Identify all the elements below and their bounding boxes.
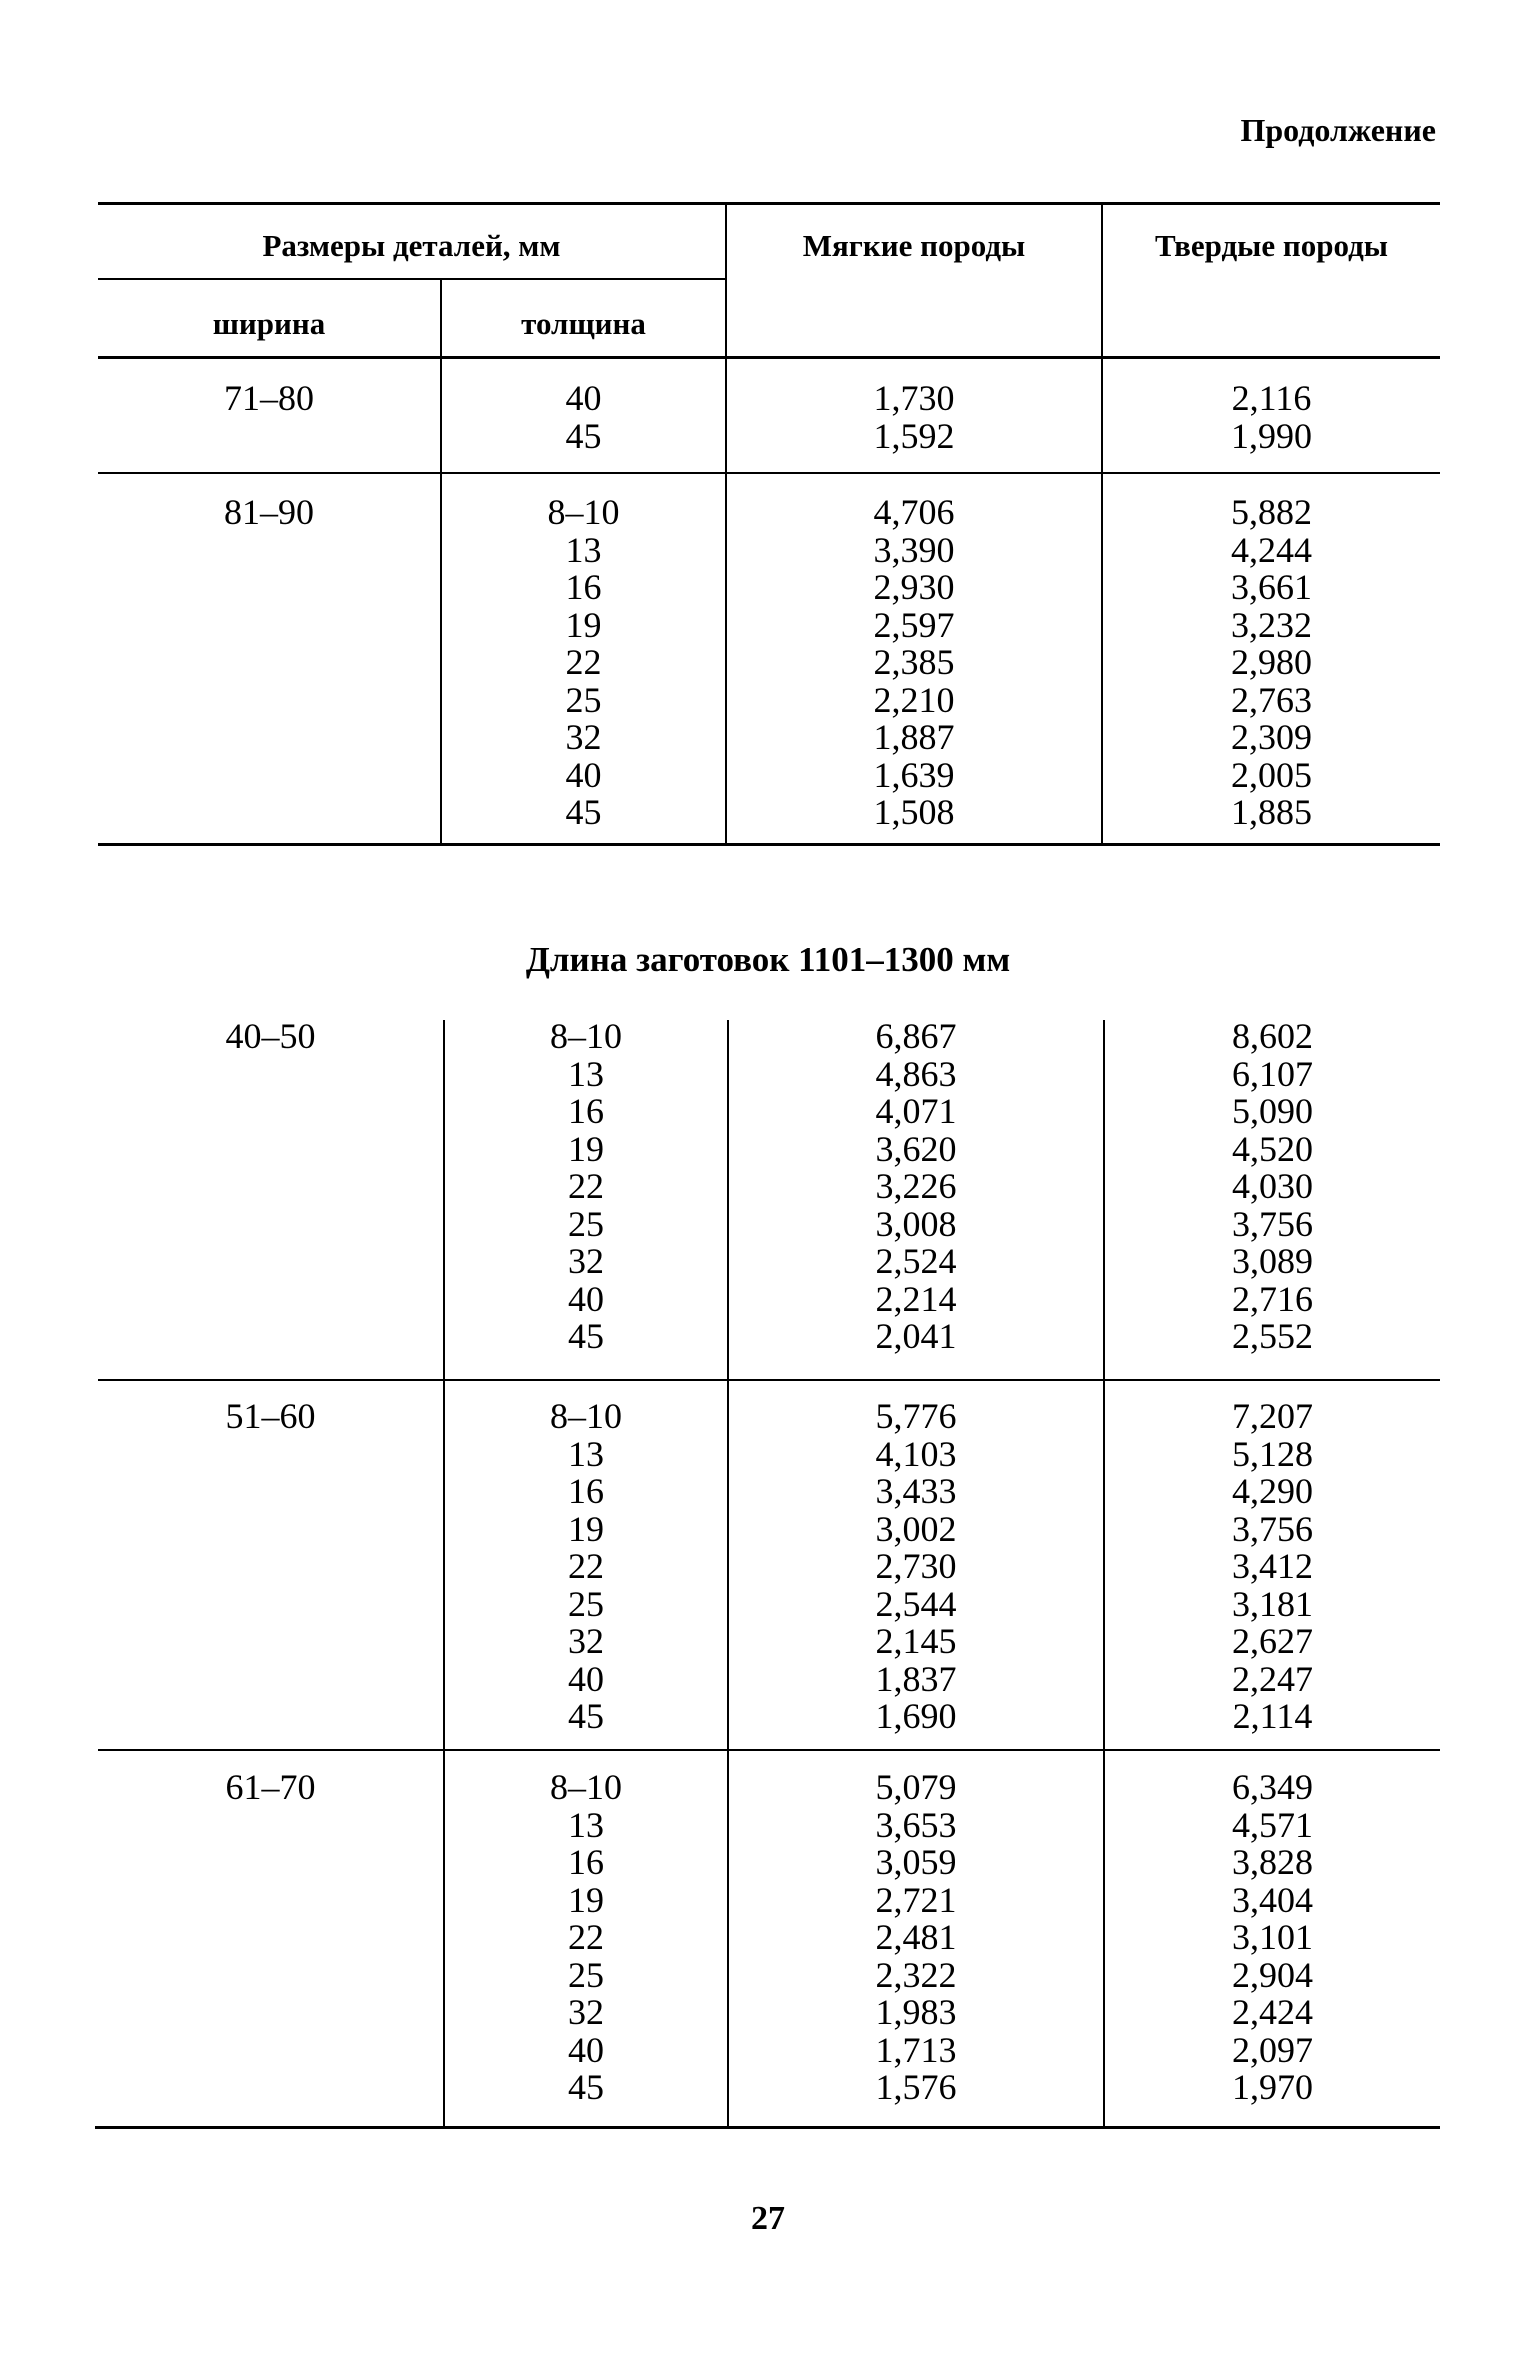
- continuation-label: Продолжение: [1240, 112, 1436, 148]
- header-subdivider: [98, 278, 725, 280]
- cell-thickness: 8–10 13 16 19 22 25 32 40 45: [547, 492, 620, 832]
- cell-hard: 8,602 6,107 5,090 4,520 4,030 3,756 3,089 2,716 2,552: [1232, 1016, 1313, 1356]
- cell-hard: 7,207 5,128 4,290 3,756 3,412 3,181 2,627 2,247 2,114: [1232, 1396, 1313, 1736]
- cell-thickness: 40 45: [565, 378, 602, 456]
- cell-hard: 6,349 4,571 3,828 3,404 3,101 2,904 2,424 2,097 1,970: [1232, 1767, 1313, 2107]
- cell-width: 61–70: [225, 1767, 316, 1807]
- row-divider: [98, 1749, 1440, 1751]
- page-number: 27: [751, 2200, 785, 2237]
- cell-thickness: 8–10 13 16 19 22 25 32 40 45: [550, 1767, 622, 2107]
- table-top-rule: [98, 202, 1440, 205]
- header-soft-wood: Мягкие породы: [802, 228, 1026, 263]
- cell-hard: 5,882 4,244 3,661 3,232 2,980 2,763 2,309 2,005 1,885: [1231, 492, 1312, 832]
- cell-width: 71–80: [224, 378, 314, 418]
- header-thickness: толщина: [521, 306, 646, 341]
- cell-soft: 5,776 4,103 3,433 3,002 2,730 2,544 2,145 1,837 1,690: [875, 1396, 957, 1736]
- cell-thickness: 8–10 13 16 19 22 25 32 40 45: [550, 1396, 622, 1736]
- table-bottom-rule: [95, 2126, 1440, 2129]
- cell-hard: 2,116 1,990: [1231, 378, 1312, 456]
- cell-thickness: 8–10 13 16 19 22 25 32 40 45: [550, 1016, 622, 1356]
- row-divider: [98, 1379, 1440, 1381]
- header-hard-wood: Твердые породы: [1155, 228, 1388, 263]
- cell-width: 51–60: [225, 1396, 316, 1436]
- header-dimensions: Размеры деталей, мм: [262, 228, 561, 263]
- cell-width: 40–50: [225, 1016, 316, 1056]
- cell-width: 81–90: [224, 492, 314, 532]
- header-bottom-rule: [98, 356, 1440, 359]
- row-divider: [98, 472, 1440, 474]
- cell-soft: 1,730 1,592: [873, 378, 955, 456]
- section-title: Длина заготовок 1101–1300 мм: [525, 940, 1011, 979]
- cell-soft: 6,867 4,863 4,071 3,620 3,226 3,008 2,524 2,214 2,041: [875, 1016, 957, 1356]
- cell-soft: 4,706 3,390 2,930 2,597 2,385 2,210 1,887 1,639 1,508: [873, 492, 955, 832]
- header-width: ширина: [212, 306, 326, 341]
- cell-soft: 5,079 3,653 3,059 2,721 2,481 2,322 1,983 1,713 1,576: [875, 1767, 957, 2107]
- table-top-section-end-rule: [98, 843, 1440, 846]
